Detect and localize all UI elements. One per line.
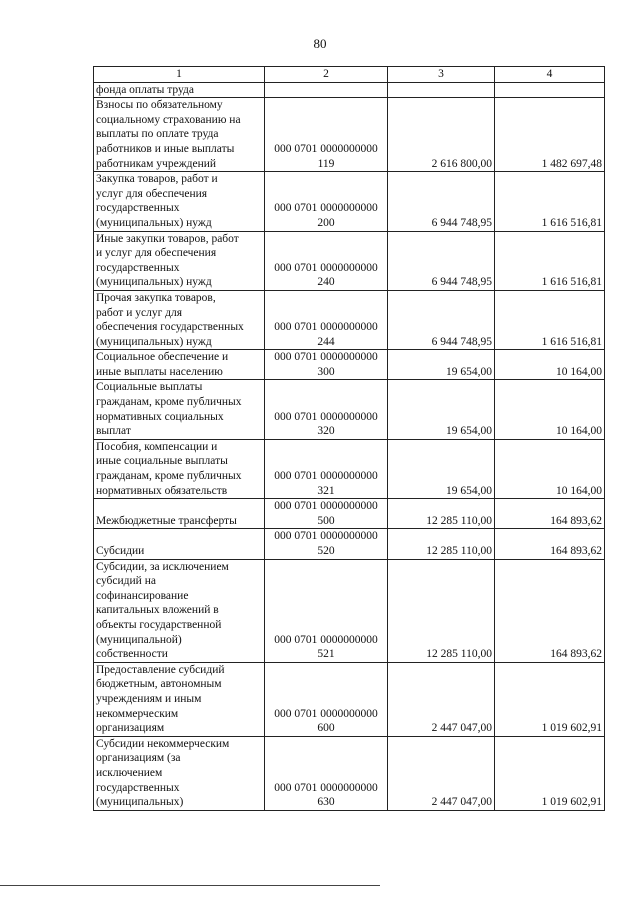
row-name-cell: Межбюджетные трансферты: [94, 499, 265, 529]
row-code-classifier: 000 0701 0000000000: [274, 707, 378, 720]
row-plan-cell: 6 944 748,95: [388, 290, 495, 349]
row-code-cell: [265, 529, 388, 559]
row-fact-cell: [495, 82, 605, 98]
table-row: [94, 82, 605, 98]
row-code-expense-type: 500: [317, 514, 335, 527]
row-code-expense-type: 244: [317, 335, 335, 348]
row-fact-cell: 1 616 516,81: [495, 172, 605, 231]
row-fact-cell: 10 164,00: [495, 350, 605, 380]
row-fact-cell: 1 616 516,81: [495, 290, 605, 349]
row-code-classifier: 000 0701 0000000000: [274, 781, 378, 794]
row-code-cell: [265, 439, 388, 498]
table-row: [94, 529, 605, 559]
row-code-expense-type: 600: [317, 722, 335, 735]
row-plan-cell: 2 447 047,00: [388, 662, 495, 736]
table-row: [94, 662, 605, 736]
column-header-2: 2: [265, 67, 388, 83]
row-code-cell: [265, 662, 388, 736]
row-name-cell: Закупка товаров, работ и услуг для обеспечения государственных (муниципальных) нужд: [94, 172, 265, 231]
table-row: [94, 380, 605, 439]
table-header: [94, 67, 605, 83]
row-code-expense-type: 200: [317, 216, 335, 229]
row-code-expense-type: 300: [317, 365, 335, 378]
row-fact-cell: 10 164,00: [495, 439, 605, 498]
table-row: [94, 499, 605, 529]
row-code-cell: [265, 98, 388, 172]
row-name-cell: Предоставление субсидий бюджетным, автономным учреждениям и иным некоммерческим организациям: [94, 662, 265, 736]
row-code-classifier: 000 0701 0000000000: [274, 470, 378, 483]
row-fact-cell: 1 616 516,81: [495, 231, 605, 290]
row-name-cell: Социальное обеспечение и иные выплаты населению: [94, 350, 265, 380]
row-name-cell: Социальные выплаты гражданам, кроме публичных нормативных социальных выплат: [94, 380, 265, 439]
row-code-cell: [265, 499, 388, 529]
row-code-expense-type: 321: [317, 484, 335, 497]
page-number: 80: [313, 36, 327, 51]
table-row: [94, 290, 605, 349]
table-row: [94, 350, 605, 380]
row-code-classifier: 000 0701 0000000000: [274, 261, 378, 274]
row-code-classifier: 000 0701 0000000000: [274, 500, 378, 513]
row-plan-cell: 19 654,00: [388, 350, 495, 380]
table-row: [94, 736, 605, 810]
row-code-cell: [265, 290, 388, 349]
column-header-4: 4: [495, 67, 605, 83]
table-body: [94, 82, 605, 810]
row-code-cell: [265, 231, 388, 290]
row-name-cell: Субсидии: [94, 529, 265, 559]
table-row: [94, 231, 605, 290]
footer-divider: [0, 885, 380, 886]
table-row: [94, 439, 605, 498]
row-plan-cell: 19 654,00: [388, 439, 495, 498]
column-header-1: 1: [94, 67, 265, 83]
row-fact-cell: 164 893,62: [495, 529, 605, 559]
row-code-expense-type: 240: [317, 276, 335, 289]
row-fact-cell: 1 019 602,91: [495, 736, 605, 810]
row-name-cell: Взносы по обязательному социальному страхованию на выплаты по оплате труда работников и иные выплаты работникам учреждений: [94, 98, 265, 172]
row-name-cell: фонда оплаты труда: [94, 82, 265, 98]
row-plan-cell: 6 944 748,95: [388, 172, 495, 231]
row-fact-cell: 164 893,62: [495, 499, 605, 529]
row-fact-cell: 1 019 602,91: [495, 662, 605, 736]
row-plan-cell: 6 944 748,95: [388, 231, 495, 290]
row-code-expense-type: 520: [317, 545, 335, 557]
row-code-classifier: 000 0701 0000000000: [274, 142, 378, 155]
row-fact-cell: 1 482 697,48: [495, 98, 605, 172]
row-code-expense-type: 630: [317, 796, 335, 809]
row-code-expense-type: 521: [317, 648, 335, 661]
row-plan-cell: 2 447 047,00: [388, 736, 495, 810]
table-row: [94, 559, 605, 662]
row-code-cell: [265, 172, 388, 231]
row-code-expense-type: 320: [317, 425, 335, 438]
row-name-cell: Субсидии некоммерческим организациям (за исключением государственных (муниципальных): [94, 736, 265, 810]
row-plan-cell: 19 654,00: [388, 380, 495, 439]
row-name-cell: Иные закупки товаров, работ и услуг для обеспечения государственных (муниципальных) нужд: [94, 231, 265, 290]
row-plan-cell: [388, 82, 495, 98]
row-code-cell: [265, 350, 388, 380]
row-code-classifier: 000 0701 0000000000: [274, 410, 378, 423]
row-plan-cell: 12 285 110,00: [388, 559, 495, 662]
row-name-cell: Пособия, компенсации и иные социальные выплаты гражданам, кроме публичных нормативных обязательств: [94, 439, 265, 498]
row-code-classifier: 000 0701 0000000000: [274, 530, 378, 543]
row-code-expense-type: 119: [317, 157, 335, 170]
row-code-cell: [265, 559, 388, 662]
row-code-classifier: 000 0701 0000000000: [274, 202, 378, 215]
row-code-cell: [265, 380, 388, 439]
row-plan-cell: 12 285 110,00: [388, 499, 495, 529]
row-fact-cell: 164 893,62: [495, 559, 605, 662]
row-plan-cell: 2 616 800,00: [388, 98, 495, 172]
row-code-cell: [265, 82, 388, 98]
row-code-classifier: 000 0701 0000000000: [274, 633, 378, 646]
row-code-classifier: 000 0701 0000000000: [274, 351, 378, 364]
table-row: [94, 172, 605, 231]
row-plan-cell: 12 285 110,00: [388, 529, 495, 559]
row-name-cell: Прочая закупка товаров, работ и услуг для обеспечения государственных (муниципальных) нужд: [94, 290, 265, 349]
row-code-classifier: 000 0701 0000000000: [274, 321, 378, 334]
row-fact-cell: 10 164,00: [495, 380, 605, 439]
table-row: [94, 98, 605, 172]
budget-table: [93, 66, 605, 811]
column-header-3: 3: [388, 67, 495, 83]
row-code-cell: [265, 736, 388, 810]
row-name-cell: Субсидии, за исключением субсидий на софинансирование капитальных вложений в объекты государственной (муниципальной) собственности: [94, 559, 265, 662]
